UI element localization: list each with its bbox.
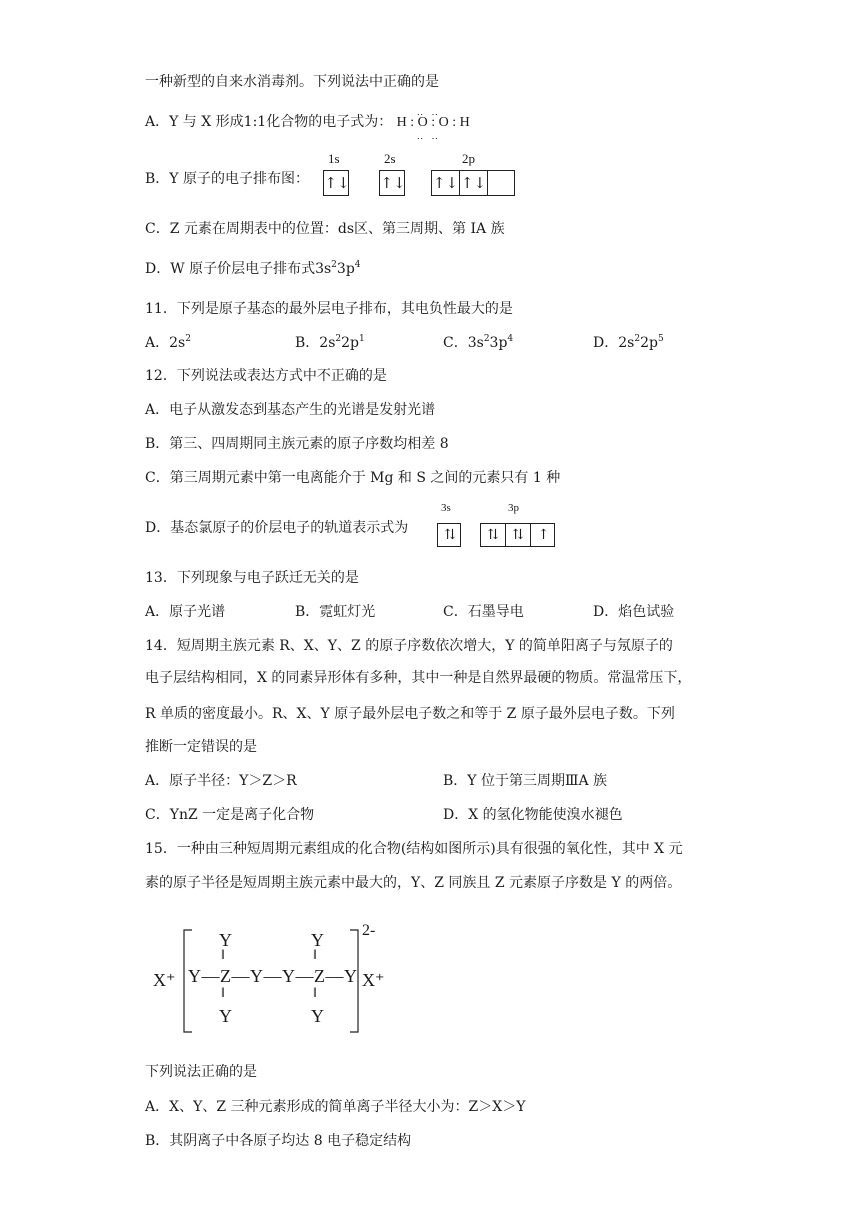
anion-main-chain: Y—Z—Y—Y—Z—Y: [188, 966, 358, 986]
orbital-label-2p: 2p: [462, 151, 475, 166]
q13-option-d: D．焰色试验: [593, 604, 675, 620]
q12-option-a: A．电子从激发态到基态产生的光谱是发射光谱: [145, 402, 436, 418]
q11-option-a: A．$2s^2$: [145, 334, 191, 351]
paired-arrows-icon: ⇅: [481, 524, 506, 546]
q14-line-2: 电子层结构相同，X 的同素异形体有多种，其中一种是自然界最硬的物质。常温常压下，: [145, 670, 692, 686]
paired-arrows-icon: ↑↓: [380, 174, 406, 192]
lone-pair-dots: ‥ ‥: [416, 131, 440, 142]
q14-option-c: C．YnZ 一定是离子化合物: [145, 807, 315, 823]
orbital-box-2p: [431, 170, 515, 196]
q10-option-d: D．W 原子价层电子排布式$3s^23p^4$: [145, 260, 361, 277]
bottom-y-left: Y: [219, 1006, 232, 1026]
top-y-right: Y: [311, 930, 324, 950]
q14-option-a: A．原子半径：Y＞Z＞R: [145, 773, 297, 789]
q13-option-b: B．霓虹灯光: [295, 604, 376, 620]
orbital-box-2s: [379, 170, 405, 196]
q10-option-a-text: A．Y 与 X 形成1:1化合物的电子式为：: [145, 114, 393, 130]
q13-option-a: A．原子光谱: [145, 604, 226, 620]
q12-stem: 12．下列说法或表达方式中不正确的是: [145, 368, 387, 384]
paired-arrows-icon: ↑↓: [460, 171, 488, 195]
q14-line-4: 推断一定错误的是: [145, 739, 257, 755]
orbital-box-3p: [480, 523, 555, 547]
q11-stem: 11．下列是原子基态的最外层电子排布，其电负性最大的是: [145, 301, 513, 317]
paired-arrows-icon: ⇅: [444, 527, 456, 543]
orbital-label-2s: 2s: [384, 151, 396, 166]
q13-stem: 13．下列现象与电子跃迁无关的是: [145, 570, 359, 586]
double-bond-top-left: ‖: [221, 948, 225, 963]
q10-intro: 一种新型的自来水消毒剂。下列说法中正确的是: [145, 74, 439, 90]
paired-arrows-icon: ↑↓: [324, 174, 350, 192]
q15-line-2: 素的原子半径是短周期主族元素中最大的，Y、Z 同族且 Z 元素原子序数是 Y 的两倍。: [145, 875, 682, 891]
q12-option-b: B．第三、四周期同主族元素的原子序数均相差 8: [145, 436, 449, 452]
peroxide-electron-formula: H : O : O : H ‥ ‥ ‥ ‥: [397, 115, 470, 130]
q13-option-c: C．石墨导电: [443, 604, 524, 620]
orbital-label-1s: 1s: [328, 151, 340, 166]
anion-structure-diagram: [150, 920, 410, 1040]
q10-option-a: [145, 107, 470, 142]
empty-orbital: [488, 171, 516, 195]
single-arrow-icon: ↑: [537, 527, 550, 543]
lone-pair-dots: ‥ ‥: [416, 107, 440, 118]
q15-option-a: A．X、Y、Z 三种元素形成的简单离子半径大小为：Z＞X＞Y: [145, 1099, 526, 1115]
cation-right: X⁺: [362, 970, 385, 990]
anion-charge: 2-: [362, 922, 376, 939]
paired-arrows-icon: ↑↓: [432, 171, 460, 195]
q15-stem2: 下列说法正确的是: [145, 1064, 257, 1080]
q10-option-c: C．Z 元素在周期表中的位置：ds区、第三周期、第 IA 族: [145, 221, 505, 237]
orbital-box-1s: [323, 170, 349, 196]
top-y-left: Y: [219, 930, 232, 950]
bottom-y-right: Y: [311, 1006, 324, 1026]
orbital-label-3p: 3p: [508, 502, 519, 514]
double-bond-top-right: ‖: [313, 948, 317, 963]
orbital-box-3s: [437, 523, 461, 547]
cation-left: X⁺: [153, 970, 176, 990]
q15-line-1: 15．一种由三种短周期元素组成的化合物(结构如图所示)具有很强的氧化性，其中 X 元: [145, 841, 683, 857]
paired-arrows-icon: ⇅: [506, 524, 531, 546]
q11-option-c: C．$3s^23p^4$: [443, 334, 514, 351]
q14-option-b: B．Y 位于第三周期ⅢA 族: [443, 773, 608, 789]
double-bond-bottom-left: ‖: [221, 986, 225, 1001]
q14-line-1: 14．短周期主族元素 R、X、Y、Z 的原子序数依次增大，Y 的简单阳离子与氖原子的: [145, 638, 673, 654]
q11-option-d: D．$2s^22p^5$: [593, 334, 664, 351]
q15-option-b: B．其阴离子中各原子均达 8 电子稳定结构: [145, 1133, 412, 1149]
orbital-label-3s: 3s: [441, 502, 451, 514]
q11-option-b: B．$2s^22p^1$: [295, 334, 365, 351]
q10-option-b: B．Y 原子的电子排布图：: [145, 171, 309, 187]
q14-line-3: R 单质的密度最小。R、X、Y 原子最外层电子数之和等于 Z 原子最外层电子数。下列: [145, 706, 675, 722]
double-bond-bottom-right: ‖: [313, 986, 317, 1001]
q12-option-d: D．基态氯原子的价层电子的轨道表示式为: [145, 520, 409, 536]
q14-option-d: D．X 的氢化物能使溴水褪色: [443, 807, 623, 823]
q12-option-c: C．第三周期元素中第一电离能介于 Mg 和 S 之间的元素只有 1 种: [145, 470, 561, 486]
